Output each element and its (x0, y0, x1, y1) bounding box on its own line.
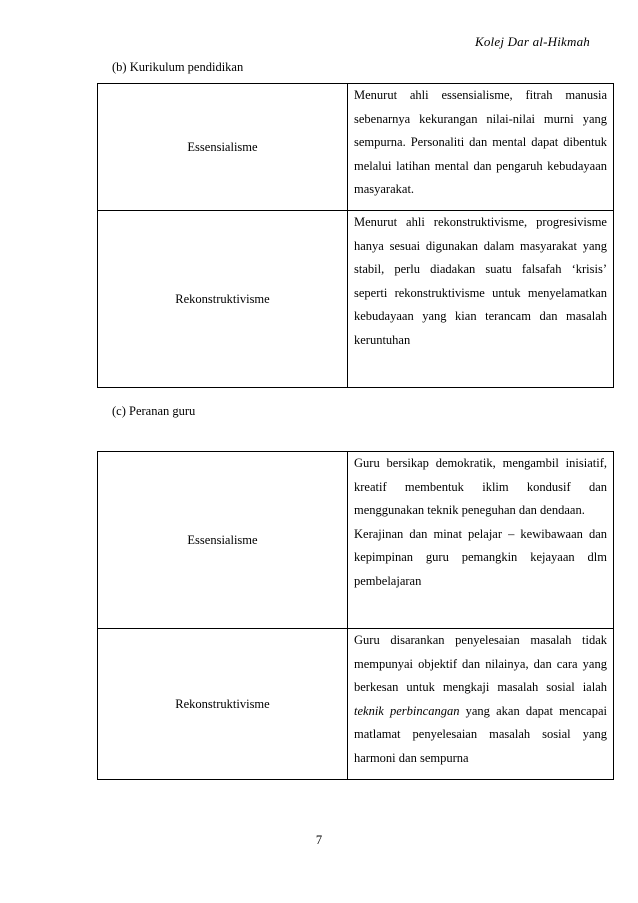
description-text-start: Guru disarankan penyelesaian masalah tidak mempunyai objektif dan nilainya, dan cara yang berkesan untuk mengkaji masalah sosial ialah (354, 633, 607, 695)
running-header: Kolej Dar al-Hikmah (474, 34, 590, 49)
table-row (98, 84, 614, 211)
table-kurikulum-pendidikan (97, 83, 614, 388)
row-description (348, 629, 614, 780)
description-text-end: yang akan dapat mencapai matlamat penyelesaian masalah sosial yang harmoni dan sempurna (354, 703, 607, 765)
row-description (348, 211, 614, 388)
row-label: Essensialisme (98, 84, 348, 211)
table-peranan-guru (97, 451, 614, 780)
table-row (98, 452, 614, 629)
description-text (354, 629, 607, 771)
section-title-peranan-guru: (c) Peranan guru (112, 404, 196, 418)
description-text: Kerajinan dan minat pelajar – kewibawaan dan kepimpinan guru pemangkin kejayaan dlm pembelajaran (354, 526, 607, 588)
row-description (348, 452, 614, 629)
row-label: Rekonstruktivisme (98, 211, 348, 388)
row-description (348, 84, 614, 211)
emphasized-term: teknik perbincangan (354, 703, 460, 718)
table-row (98, 211, 614, 388)
description-text: Guru bersikap demokratik, mengambil inisiatif, kreatif membentuk iklim kondusif dan menggunakan teknik peneguhan dan dendaan. (354, 456, 607, 518)
description-text: Menurut ahli essensialisme, fitrah manusia sebenarnya kekurangan nilai-nilai murni yang sempurna. Personaliti dan mental dapat dibentuk melalui latihan mental dan pengaruh kebudayaan masyarakat. (354, 88, 607, 197)
row-label: Essensialisme (98, 452, 348, 629)
section-title-kurikulum: (b) Kurikulum pendidikan (112, 60, 244, 74)
description-text: Menurut ahli rekonstruktivisme, progresivisme hanya sesuai digunakan dalam masyarakat yang stabil, perlu diadakan suatu falsafah ‘krisis’ seperti rekonstruktivisme untuk menyelamatkan kebudayaan yang kian terancam dan masalah keruntuhan (354, 215, 607, 347)
table-row (98, 629, 614, 780)
row-label: Rekonstruktivisme (98, 629, 348, 780)
page-number: 7 (315, 833, 323, 847)
